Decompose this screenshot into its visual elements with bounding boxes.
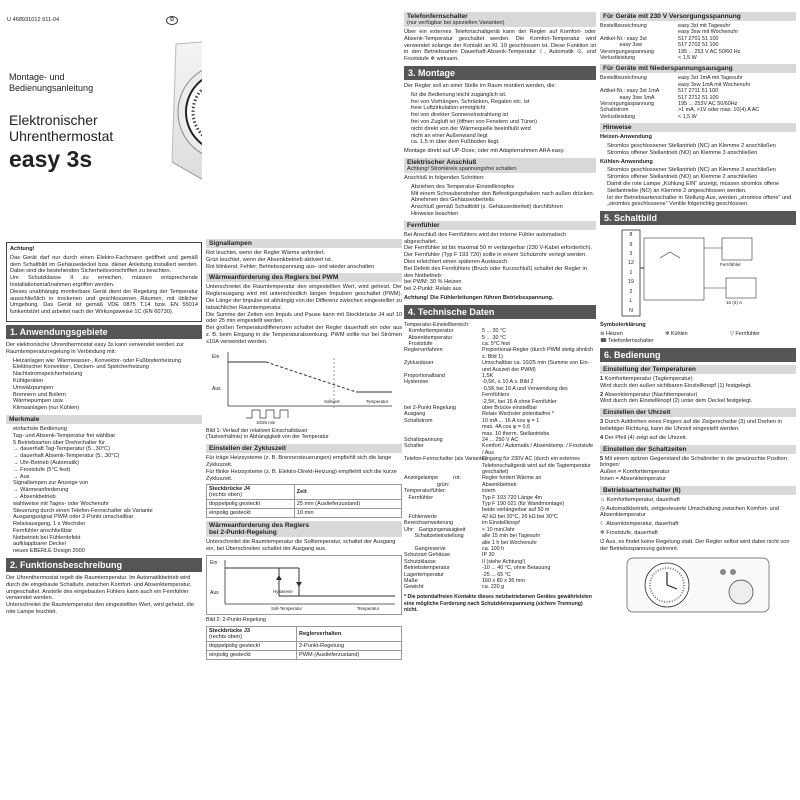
table-cell: 10 min — [294, 509, 401, 518]
achtung-text: Das Gerät darf nur durch einen Elektro-Fachmann geöffnet und gemäß dem Schaltbild im Gehäusedeckel bzw. dieser Anleitung installiert werden. Dabei sind die bestehenden Sicherheitsvorschriften zu beachten. Um Schutzklasse II zu erreichen, müssen entsprechende Installationsmaßnahmen ergriffen werden. Dieses unabhängig montierbare Gerät dient der Regelung der Temperatur ausschließlich in trockenen und geschlossenen Räumen, mit üblicher Umgebung. Das Gerät ist gemäß VDE 0875 T.14 bzw. EN 55014 funkentstört und arbeitet nach der Wirkungsweise 1C (EN 60730). — [10, 254, 198, 316]
kv-key: Versorgungsspannung — [600, 48, 654, 55]
section-zykluszeit: Einstellen der Zykluszeit — [206, 444, 402, 453]
list-item: • Brennern und Boilern — [13, 392, 202, 399]
zp-h1: Steckbrücke J3 — [209, 627, 251, 634]
terminal-number: L — [629, 298, 633, 305]
list-item: • Ausgangssignal PWM oder 2-Punkt umschaltbar — [13, 514, 202, 521]
column-2 — [206, 236, 402, 800]
power-icon: ⏻ — [600, 538, 606, 545]
pwm-caption: Bild 1: Verlauf der relativen Einschaltdauer (Tastverhältnis) in Abhängigkeit von der Temperatur — [206, 427, 329, 441]
fernfuehler-text: Bei Anschluß des Fernfühlers wird der interne Fühler automatisch abgeschaltet. Der Fernfühler ist bis maximal 50 m verlängerbar (230 V-Kabel erforderlich). Der Fernfühler (Typ F 193 720) sollte in einem Schutzrohr verlegt werden. Dies erleichtert einen späteren Austausch. Bei Defekt des Fernfühlers (Bruch oder Kurzschluß) schaltet der Regler in den Notbetrieb: bei PWM: 30 % Heizen bei 2-Punkt: Relais aus — [404, 231, 593, 293]
kv-key: Ausgang — [404, 411, 426, 418]
kv-value: 10 mA ... 16 A cos φ = 1 max. 4A cos φ = 0,6 max. 10 therm. Stellantriebe — [482, 417, 550, 437]
kv-value: >1 mA, >1V oder max. 10(4) A AC — [678, 107, 760, 114]
kv-key: Temperatur-Einstellbereich: — [404, 321, 470, 328]
kv-value: < 1,5 W — [678, 55, 697, 62]
bedienung-item-1 — [600, 376, 796, 390]
mode-label: Absenktemperatur, dauerhaft — [606, 521, 679, 528]
kv-key: Komforttemperatur — [404, 328, 454, 335]
kv-value: 195 ... 253V AC 50/60Hz — [678, 101, 738, 108]
table-row — [207, 626, 402, 641]
kv-value: alle 15 min bei Tagesuhr alle 1 h bei Wochenuhr — [482, 533, 541, 546]
list-item: • Abziehen des Temperatur-Einstellknopfes — [411, 184, 596, 191]
mode-label: Automatikbetrieb, zeitgesteuerte Umschaltung zwischen Komfort- und Absenktemperatur — [600, 505, 780, 519]
list-item: • freie Luftzirkulation ermöglicht — [411, 105, 596, 112]
legend-remote-label: Fernfühler — [735, 331, 760, 338]
step-number: 1 — [600, 376, 605, 383]
zyklus-text: Für träge Heizsysteme (z. B. Brennersteuerungen) empfiehlt sich die lange Zykluszeit. Für flinke Heizsysteme (z. B. Elektro-Direkt-Heizung) empfiehlt sich die kurze Zykluszeit. — [206, 455, 397, 482]
kv-value: -0,5K, ≤ 10 A s. Bild 2 -0,5K bei 16 A und Verwendung des Fernfühlers -2,5K, bei 16 A ohne Fernfühler — [482, 379, 568, 405]
sun-icon: ☼ — [600, 496, 607, 503]
kv-key: Betriebstemperatur — [404, 565, 450, 572]
zweipunkt-table — [206, 626, 402, 660]
montage-note: Montage direkt auf UP-Dose, oder mit Adapterrahmen ARA easy. — [404, 148, 565, 155]
section-niederspannung: Für Geräte mit Niederspannungsausgang — [600, 64, 796, 73]
mode-off — [600, 539, 796, 553]
zp-label-hyst: Hysterese — [273, 588, 293, 594]
kv-key: grün: — [404, 481, 450, 488]
zp-label-off: Aus — [210, 589, 219, 596]
kv-key: Telefon-Fernschalter (als Variante) — [404, 456, 487, 463]
table-cell: einpolig gesteckt — [207, 650, 297, 659]
section-technische-daten: 4. Technische Daten — [404, 305, 596, 319]
kv-key: Bestellbezeichnung — [600, 23, 647, 29]
list-item: • Stromlos geschlossener Stellantrieb (NC) an Klemme 2 anschließen — [607, 143, 796, 150]
zyklus-table — [206, 484, 402, 518]
tech-data-table — [404, 322, 596, 591]
section-pwm: Wärmeanforderung des Reglers bei PWM — [206, 273, 402, 282]
zp-h1b: (rechts oben) — [209, 633, 242, 640]
pwm-label-cycle: 10/25 min — [256, 419, 276, 425]
terminal-number: 2 — [629, 288, 633, 295]
section-funktionsbeschreibung: 2. Funktionsbeschreibung — [6, 558, 202, 572]
list-item: • Stromlos geschlossener Stellantrieb (NC) an Klemme 3 anschließen — [607, 167, 796, 174]
fernfuehler-warning: Achtung! Die Fühlerleitungen führen Betriebsspannung. — [404, 294, 554, 301]
bedienung-text-4: Der Pfeil (4) zeigt auf die Uhrzeit. — [604, 434, 688, 441]
language-badge: D — [166, 16, 178, 25]
legend-phone — [600, 338, 796, 345]
mode-label: Komforttemperatur, dauerhaft — [606, 496, 680, 503]
kv-value: Relais Wechsler potentialfrei * — [482, 411, 554, 418]
terminal-number: N — [629, 307, 633, 314]
kv-value: 24 ... 250 V AC — [482, 437, 519, 444]
list-item: • ca. 1,5 m über dem Fußboden liegt. — [411, 139, 596, 146]
bedienung-betriebsarten: Betriebsartenschalter (6) — [600, 486, 796, 495]
doc-code: U 468931012 911-04 — [7, 17, 60, 23]
kv-value: intern — [482, 488, 496, 495]
kv-key: Gewicht — [404, 584, 424, 591]
bedienung-item-4 — [600, 435, 796, 442]
merkmale-list — [6, 426, 202, 555]
list-item: • frei von Vorhängen, Schränken, Regalen etc. ist — [411, 99, 596, 106]
figure-pwm — [206, 348, 402, 428]
bedienung-item-3 — [600, 419, 796, 433]
kv-key: Artikel-Nr.: easy 3st 1mA — [600, 88, 660, 95]
anwendung-intro: Der elektronische Uhrenthermostat easy 3s kann verwendet werden zur Raumtemperaturregelung in Verbindung mit: — [6, 341, 184, 355]
kv-key: easy 3sw 1mA — [600, 94, 655, 101]
bedienung-text-1: Komforttemperatur (Tagtemperatur) Wird durch den außen sichtbaren Einstellknopf (1) festgelegt. — [600, 376, 752, 389]
kv-value: 1,5K — [482, 372, 494, 379]
kv-value: < 1,5 W — [678, 113, 697, 120]
mode-setback — [600, 521, 796, 528]
terminal-number: 3 — [629, 251, 633, 258]
legend-remote — [730, 331, 796, 338]
kv-value: über Brücke einstellbar — [482, 404, 538, 411]
kv-value: Absenkbetrieb — [482, 481, 517, 488]
clock-icon: ◷ — [600, 505, 607, 512]
table-row — [207, 485, 402, 500]
list-item: • einfachste Bedienung — [13, 426, 202, 433]
step-number: 4 — [600, 434, 605, 441]
list-item: • Umwälzpumpen — [13, 385, 202, 392]
mode-comfort — [600, 497, 796, 504]
el-anschluss-text: Anschluß in folgenden Schritten: — [404, 174, 485, 181]
list-item: • Heizanlagen wie: Warmwasser-, Konvektor- oder Fußbodenheizung — [13, 358, 202, 365]
kv-key: Lagertemperatur — [404, 571, 444, 578]
kv-key: Artikel-Nr.: easy 3st — [600, 35, 647, 42]
bedienung-text-5: Mit einem spitzen Gegenstand die Schaltreiter in die gewünschte Position bringen: Außen = Komforttemperatur Innen = Absenktemperatur — [600, 455, 787, 483]
tech-footnote: * Die potentialfreien Kontakte dieses netzbetriebenen Gerätes gewährleisten eine mögliche Forderung nach Schutzkleinspannung (sichere Trennung) nicht. — [404, 593, 592, 614]
kv-value: 517 2702 51 100 — [678, 42, 719, 49]
product-photo: °C — [164, 22, 202, 187]
list-item: • nicht direkt von der Wärmequelle beeinflußt wird — [411, 126, 596, 133]
section-230v: Für Geräte mit 230 V Versorgungsspannung — [600, 12, 796, 21]
section-2punkt: Wärmeanforderung des Reglers bei 2-Punkt-Regelung — [206, 521, 402, 537]
section-bedienung: 6. Bedienung — [600, 348, 796, 362]
kv-key: Anzeigelampe rot: — [404, 475, 461, 482]
kv-key: Uhr: Gangungenauigkeit — [404, 526, 466, 533]
list-item: • Kühlgeräten — [13, 378, 202, 385]
doc-title-line2: Uhrenthermostat — [9, 128, 114, 144]
kv-value: -25 ... 65 °C — [482, 571, 511, 578]
table-row — [207, 641, 402, 650]
zp-label-on: Ein — [210, 559, 218, 566]
kv-key: Schaltzeiteinstellung — [404, 533, 464, 540]
mode-label: Froststufe, dauerhaft — [606, 530, 658, 536]
kv-value: 160 x 80 x 36 mm — [482, 577, 525, 584]
legend-heat — [600, 331, 659, 338]
kv-value: Komfort / Automatik / Absenktemp. / Froststufe / Aus — [482, 443, 594, 456]
figure-2punkt — [206, 555, 402, 615]
bedienung-uhrzeit: Einstellen der Uhrzeit — [600, 408, 796, 417]
zp-label-soll: Soll-Temperatur — [271, 605, 302, 611]
title-area — [6, 0, 348, 228]
kv-value: 517 2701 51 100 — [678, 35, 719, 42]
hinweise-kuehl-list — [600, 167, 796, 208]
kv-key: Froststufe — [404, 340, 433, 347]
kv-key: Verlustleistung — [600, 55, 636, 62]
zyklus-h1: Steckbrücke J4 — [209, 486, 251, 493]
section-fernfuehler: Fernfühler — [404, 221, 596, 230]
kv-key: Bestellbezeichnung — [600, 75, 647, 82]
kv-key: Schutzklasse — [404, 558, 436, 565]
list-item: → dauerhaft Absenk-Temperatur (5...30°C) — [13, 453, 120, 460]
column-4 — [600, 0, 796, 800]
kv-key: Maße — [404, 577, 418, 584]
list-item: • aufklappbarer Deckel — [13, 541, 202, 548]
list-item: • frei von Zugluft ist (öffnen von Fenstern und Türen) — [411, 119, 596, 126]
cool-icon: ❄ — [664, 331, 671, 338]
kv-key: bei 2-Punkt Regelung — [404, 404, 456, 411]
kv-key: Absenktemperatur — [404, 334, 453, 341]
kv-value: Regler fordert Wärme an — [482, 475, 542, 482]
mode-label: Aus, es findet keine Regelung statt. Der Regler selbst wird dabei nicht von der Betriebsspannung getrennt. — [600, 538, 790, 552]
kv-value: ca. 220 g — [482, 584, 505, 591]
pwm-label-temp: Temperatur — [366, 398, 389, 404]
table-cell: PWM (Auslieferzustand) — [297, 650, 402, 659]
mode-frost — [600, 530, 796, 537]
list-item: • Mit einem Schraubendreher den Befestigungshaken nach außen drücken. — [411, 191, 596, 198]
kv-key: Reglerverfahren — [404, 347, 443, 354]
kv-value: im Einstellknopf — [482, 520, 520, 527]
kv-key: Versorgungsspannung — [600, 101, 654, 108]
list-item: • 5 Betriebsarten über Drehschalter für — [13, 440, 202, 447]
kv-key: Fühlerwerte — [404, 513, 437, 520]
section-anwendungsgebiete: 1. Anwendungsgebiete — [6, 325, 202, 339]
kv-key: Proportionalband — [404, 372, 446, 379]
kv-key: Schaltspannung — [404, 437, 443, 444]
pwm-label-on: Ein — [212, 353, 220, 360]
zyklus-h1b: (rechts oben) — [209, 492, 242, 499]
mode-auto — [600, 506, 796, 520]
montage-list — [404, 92, 596, 146]
kv-value: 42 kΩ bei 20°C, 26 kΩ bei 30°C — [482, 513, 558, 520]
terminal-number: 19 — [628, 279, 634, 286]
list-item: → Absenkbetrieb — [13, 493, 56, 500]
legend-cool — [665, 331, 724, 338]
list-item: • Elektrischer Konvektor-, Decken- und Speicherheizung — [13, 364, 202, 371]
anwendung-list — [6, 358, 202, 412]
list-item: • Damit die rote Lampe „Kühlung EIN“ anzeigt, müssen stromlos offene Stellantriebe (NO) an Klemme 2 angeschlossen werden. — [607, 181, 796, 195]
wiring-label-current: 10 (4) A — [726, 300, 743, 306]
hinweise-kuehl-title: Kühlen-Anwendung — [600, 158, 653, 165]
list-item: • Abnehmen des Gehäuseoberteils — [411, 197, 596, 204]
heat-icon: ≋ — [600, 331, 607, 338]
table-row — [207, 500, 402, 509]
legend-phone-label: Telefonfernschalter — [608, 338, 654, 345]
doc-subtitle: Montage- und Bedienungsanleitung — [9, 72, 94, 93]
kv-value: 5 ... 30 °C — [482, 328, 507, 335]
device-front-drawing — [623, 554, 773, 614]
kv-key: Fernfühler — [404, 494, 434, 501]
gnieder-table — [600, 75, 796, 120]
kv-value: Umschaltbar ca. 10/25 min (Summe von Ein- und Auszeit der PWM) — [482, 360, 590, 373]
section-hinweise: Hinweise — [600, 123, 796, 132]
list-item: • Anschluß gemäß Schaltbild (s. Gehäuseoberteil) durchführen — [411, 204, 596, 211]
kv-key: Temperaturfühler: — [404, 488, 447, 495]
step-number: 2 — [600, 391, 605, 398]
kv-value: Typ F 193 720 Länge 4m Typ F 190 021 (für Wandmontage) beide verlängerbar auf 50 m — [482, 494, 565, 514]
list-item: • frei von direkter Sonneneinstrahlung ist — [411, 112, 596, 119]
bedienung-temperaturen: Einstellung der Temperaturen — [600, 365, 796, 374]
el-anschluss-sub: Achtung! Stromkreis spannungsfrei schalten — [407, 165, 517, 172]
kv-key: Schaltstrom — [600, 107, 629, 114]
kv-key: Hysterese — [404, 379, 429, 386]
list-item: • Notbetrieb bei Fühlerdefekt — [13, 535, 202, 542]
kv-key: Schutzart Gehäuse — [404, 552, 451, 559]
kv-value: ca. 5°C fest — [482, 340, 510, 347]
pwm-text: Unterschreitet die Raumtemperatur den eingestellten Wert, wird geheizt. Der Reglerausgang wird mit unterschiedlich langen Impulsen geschaltet (PWM). Die Länge der Impulse ist abhängig von der Differenz zwischen eingestellter zu tatsächlicher Raumtemperatur. Die Summe der Zeiten von Impuls und Pause kann mit Steckbrücke J4 auf 10 oder 25 min eingestellt werden. Bei großen Temperaturdifferenzen schaltet der Regler dauerhaft ein oder aus z. B. beim Eingang in die Temperaturabsenkung. PWM sollte nur bei Strömen ≤10A verwendet werden. — [206, 284, 402, 345]
list-item: → dauerhaft Tag-Temperatur (5...30°C) — [13, 446, 110, 453]
bedienung-text-2: Absenktemperatur (Nachttemperatur) Wird durch den Einstellknopf (2) unter dem Deckel festgelegt. — [600, 391, 753, 405]
table-header — [207, 626, 297, 641]
list-item: • Fernfühler anschließbar — [13, 528, 202, 535]
hinweise-heiz-list — [600, 143, 796, 157]
kv-value: < 10 min/Jahr — [482, 526, 515, 533]
table-cell: 2-Punkt-Regelung — [297, 641, 402, 650]
el-anschluss-list — [404, 184, 596, 218]
step-number: 3 — [600, 419, 605, 426]
bedienung-text-3: Durch Aufdrehen eines Fingers auf die Zeigerscheibe (3) und Drehen in beliebiger Richtung, kann die Uhrzeit eingestellt werden. — [600, 419, 782, 433]
pwm-label-off: Aus — [212, 385, 221, 392]
wiring-diagram — [600, 228, 796, 320]
list-item: • Tag- und Absenk-Temperatur frei wählbar — [13, 433, 202, 440]
kv-value: 195 ... 253 V AC 50/60 Hz — [678, 48, 741, 55]
terminal-block — [623, 231, 639, 316]
kv-value: easy 3st 1mA mit Tagesuhr easy 3sw 1mA mit Wochenuhr — [678, 75, 751, 88]
zweipunkt-caption: Bild 2: 2-Punkt-Regelung — [206, 616, 266, 623]
kv-value: 517 2712 51 100 — [678, 94, 719, 101]
achtung-box — [6, 242, 202, 322]
list-item: • Ist der Betriebsartenschalter in Stellung Aus, werden „stromlos offene“ und „stromlos geschlossene“ Ventile folgerichtig geschlossen. — [607, 195, 796, 209]
zp-h2: Reglerverhalten — [297, 626, 402, 641]
legend-heat-label: Heizen — [606, 331, 623, 338]
list-item: • neues EBERLE Design 2000 — [13, 548, 202, 555]
telefon-sub: (nur verfügbar bei speziellen Varianten) — [407, 20, 505, 26]
section-telefon — [404, 12, 596, 27]
kv-key: Bereichserweiterung — [404, 520, 454, 527]
montage-text: Der Regler soll an einer Stelle im Raum montiert werden, die: — [404, 82, 557, 89]
achtung-heading: Achtung! — [10, 246, 35, 252]
legend-title: Symbolerklärung — [600, 322, 646, 329]
phone-icon: ☎ — [600, 338, 609, 345]
list-item: → Froststufe (5°C fest) — [13, 466, 71, 473]
list-item: • Steuerung durch einen Telefon-Fernschalter als Variante — [13, 508, 202, 515]
g230-table — [600, 23, 796, 61]
kv-key: Zyklusdauer — [404, 360, 434, 367]
terminal-number: 9 — [629, 241, 633, 248]
funktion-text: Der Uhrenthermostat regelt die Raumtemperatur. Im Automatikbetrieb wird durch die eingebaute Schaltuhr, zwischen Komfort- und Absenktemperatur, umgeschaltet. Anstelle des eingebauten Fühlers kann auch ein Fernfühler verwendet werden. Unterschreitet die Raumtemperatur den eingestellten Wert, wird geheizt, die rote Lampe leuchtet. — [6, 575, 195, 616]
column-3 — [404, 0, 596, 800]
section-el-anschluss — [404, 158, 596, 173]
section-merkmale: Merkmale — [6, 415, 202, 424]
product-name: easy 3s — [9, 146, 93, 172]
pwm-diagram — [206, 348, 402, 428]
kv-value: Eingang für 230V AC (durch ein externes Telefonschaltgerät wird auf die Tagtemperatur geschaltet) — [482, 456, 591, 476]
step-number: 5 — [600, 455, 605, 462]
list-item: • Wärmepumpen usw. — [13, 398, 202, 405]
list-item: • Klimaanlagen (nur Kühlen) — [13, 405, 202, 412]
list-item: • Signallampen zur Anzeige von — [13, 480, 202, 487]
list-item: • wahlweise mit Tages- oder Wochenuhr — [13, 501, 202, 508]
el-anschluss-title: Elektrischer Anschluß — [407, 158, 477, 166]
bedienung-item-5 — [600, 456, 796, 483]
kv-key: Gangreserve — [404, 545, 446, 552]
frost-icon: ❄ — [600, 530, 607, 536]
zweipunkt-text: Unterschreitet die Raumtemperatur die Solltemperatur, schaltet der Ausgang ein, bei Überschreiten schaltet der Ausgang aus. — [206, 539, 396, 553]
wiring-label-fernfuehler: Fernfühler — [720, 262, 741, 268]
list-item: • für die Bedienung leicht zugänglich ist. — [411, 92, 596, 99]
moon-icon: ☾ — [600, 521, 607, 528]
terminal-number: 1 — [629, 269, 633, 276]
table-row — [207, 650, 402, 659]
kv-value: -10 ... 40 °C, ohne Betauung — [482, 565, 551, 572]
kv-value: 5 ... 30 °C — [482, 334, 507, 341]
pwm-label-soll: Sollwert — [324, 398, 340, 404]
section-schaltbild: 5. Schaltbild — [600, 211, 796, 225]
doc-title-line1: Elektronischer — [9, 112, 98, 128]
telefon-text: Über ein externes Telefonschaltgerät kann der Regler auf Komfort- oder Absenk-Temperatur geschaltet werden. Die Komfort-Temperatur wird verwendet solange der Kontakt an Kl. 19 geschlossen ist. Diese Funktion ist in den Betriebsarten Dauerhaft-Absenk-Temperatur ☾, Automatik ⊙, und Froststufe ❄ wirksam. — [404, 29, 596, 63]
list-item: • Relaisausgang, 1 x Wechsler — [13, 521, 202, 528]
kv-key: Schaltstrom — [404, 417, 433, 424]
table-cell: 25 min (Auslieferzustand) — [294, 500, 401, 509]
terminal-number: 8 — [629, 232, 633, 239]
kv-key: Verlustleistung — [600, 113, 636, 120]
kv-value: easy 3st mit Tagesuhr easy 3sw mit Wochenuhr — [678, 23, 739, 36]
table-row — [207, 509, 402, 518]
zp-label-temp: Temperatur — [357, 605, 380, 611]
table-cell: doppelpolig gesteckt — [207, 641, 297, 650]
legend-cool-label: Kühlen — [670, 331, 688, 338]
section-signallampen: Signallampen — [206, 239, 402, 248]
kv-key: Schalter — [404, 443, 424, 450]
sensor-icon: ▽ — [729, 331, 736, 338]
telefon-title: Telefonfernschalter — [407, 13, 468, 20]
list-item: • Nachtstromspeicherheizung — [13, 371, 202, 378]
list-item: → Wärmeanforderung — [13, 487, 69, 494]
signallampen-text: Rot leuchtet, wenn der Regler Wärme anfordert. Grün leuchtet, wenn der Absenkbetrieb aktiviert ist. Rot blinkend, Fehler; Betriebsspannung aus- und wieder anschalten — [206, 250, 375, 270]
terminal-number: 12 — [628, 260, 634, 267]
kv-value: II (siehe Achtung!) — [482, 558, 526, 565]
kv-value: IP 30 — [482, 552, 495, 559]
kv-value: ca. 100 h — [482, 545, 505, 552]
list-item: → Aus — [13, 473, 30, 480]
hinweise-heiz-title: Heizen-Anwendung — [600, 134, 652, 141]
table-cell: einpolig gesteckt — [207, 509, 295, 518]
list-item: • Stromlos offener Stellantrieb (NO) an Klemme 2 anschließen — [607, 174, 796, 181]
kv-value: Proportional-Regler (durch PWM stetig ähnlich s. Bild 1) — [482, 347, 594, 360]
table-cell: doppelpolig gesteckt — [207, 500, 295, 509]
section-montage: 3. Montage — [404, 66, 596, 80]
list-item: • Hinweise beachten — [411, 211, 596, 218]
kv-key: easy 3sw — [600, 42, 642, 49]
bedienung-item-2 — [600, 392, 796, 406]
kv-value: 517 2711 51 100 — [678, 88, 719, 95]
symbol-legend — [600, 331, 796, 338]
list-item: • nicht an einer Außenwand liegt — [411, 133, 596, 140]
list-item: • Stromlos offener Stellantrieb (NO) an Klemme 3 anschließen — [607, 150, 796, 157]
bedienung-schaltzeiten: Einstellen der Schaltzeiten — [600, 445, 796, 454]
table-header — [207, 485, 295, 500]
list-item: → Uhr-Betrieb (Automatik) — [13, 459, 79, 466]
zyklus-h2: Zeit — [294, 485, 401, 500]
